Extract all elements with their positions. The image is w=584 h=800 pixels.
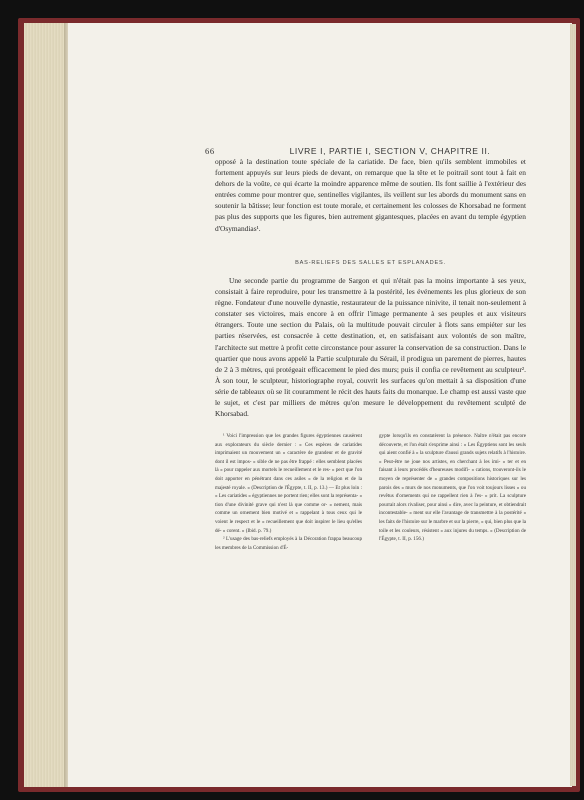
running-header	[205, 146, 545, 156]
footnote-2: ² L'usage des bas-reliefs employés à la Décoration frappa beaucoup les membres de la Commission d'É-	[215, 536, 362, 551]
fore-edge	[570, 24, 576, 786]
paragraph-text: opposé à la destination toute spéciale de la cariatide. De face, bien qu'ils semblent immobiles et fortement appuyés sur leurs pieds de devant, on remarque que la tête et le poitrail sont tout à fait en dehors de la voûte, ce qui écarte la moindre apparence même de soutien. Ils font saillie à l'extérieur des entrées comme pour montrer que, sentinelles vigilantes, ils veillent sur les abords du monument sans en soutenir la bâtisse; leur fonction est toute morale, et certainement les colosses de Khorsabad ne forment pas plus des supports que les figures, bien autrement gigantesques, placées en avant du temple égyptien d'Osymandias¹.	[215, 157, 526, 233]
running-title: LIVRE I, PARTIE I, SECTION V, CHAPITRE II.	[289, 146, 491, 156]
page-stack-edge	[24, 23, 68, 787]
footnote-column-left	[215, 432, 362, 552]
footnotes	[215, 432, 526, 552]
section-heading: BAS-RELIEFS DES SALLES ET ESPLANADES.	[295, 260, 446, 266]
paragraph-text: Une seconde partie du programme de Sargon et qui n'était pas la moins importante à ses yeux, consistait à faire reproduire, pour les transmettre à la postérité, les événements les plus glorieux de son règne. Fondateur d'une nouvelle dynastie, restaurateur de la puissance ninivite, il tenait non-seulement à constater ses victoires, mais encore à en offrir l'image permanente à ses peuples et aux visiteurs étrangers. Toute une section du Palais, où la multitude pouvait circuler à flots sans empiéter sur les parties réservées, est consacrée à cette destination, et, en satisfaisant aux volontés de son maître, l'architecte sut mettre à profit cette circonstance pour assurer la conservation de sa construction. Dans le quartier que nous avons appelé la Partie sculpturale du Sérail, il prodigua un parement de pierres, hautes de 2 à 3 mètres, qui protégeait efficacement le pied des murs; puis il confia ce revêtement au sculpteur². À son tour, le sculpteur, historiographe royal, couvrit les surfaces qu'on mettait à sa disposition d'une série de tableaux où se lit couramment le récit des hauts faits du monarque. Le champ est aussi vaste que le sujet, et c'est par milliers de mètres qu'on mesure le développement du revêtement sculpté de Khorsabad.	[215, 276, 526, 419]
footnote-column-right	[379, 432, 526, 552]
body-paragraph-2	[215, 275, 526, 419]
footnote-1: ¹ Voici l'impression que les grandes figures égyptiennes causèrent aux explorateurs du siècle dernier : « Ces espèces de cariatides imprimaient un mouvement un « caractère de grandeur et de gravité dont il est impos- « sible de ne pas être frappé : elles semblent placées là « pour rappeler aux mortels le recueillement et le res- « pect que l'on doit apporter en pénétrant dans ces asiles « de la religion et de la majesté royale. » (Description de l'Égypte, t. II, p. 13.) — Et plus loin : « Les cariatides « égyptiennes ne portent rien; elles sont la représenta- « tion d'une divinité grave qui n'est là que comme or- « nement, mais comme un ornement bien motivé et « rappelant à tous ceux qui le voient le respect et le « recueillement que doit inspirer le lieu qu'elles dé- « corent. » (Ibid. p. 79.)	[215, 433, 362, 534]
page-number: 66	[205, 146, 215, 156]
footnote-2-continued: gypte lorsqu'ils en constatèrent la présence. Naître n'était pas encore découverte, et l'on était s'exprime ainsi : « Les Égyptiens sont les seuls qui aient confié à « la sculpture d'aussi grands sujets relatifs à l'histoire. « Peut-être ne joue nos artistes, en cherchant à les imi- « ter et en faisant à leurs procédés d'heureuses modifi- « cations, trouveront-ils le moyen de représenter de « grandes compositions historiques sur les parois des « murs de nos monuments, que l'on voit toujours lisses « ou revêtus d'ornements qui ne rappellent rien à l'es- « prit. La sculpture pourrait alors rivaliser, pour ainsi « dire, avec la peinture, et obtiendrait incontestable- « ment sur elle l'avantage de transmettre à la postérité « les faits de l'histoire sur le marbre et sur la pierre, « qui, bien plus que la toile et les couleurs, résistent « aux injures du temps. » (Description de l'Égypte, t. II, p. 156.)	[379, 433, 526, 543]
body-paragraph-1	[215, 156, 526, 234]
